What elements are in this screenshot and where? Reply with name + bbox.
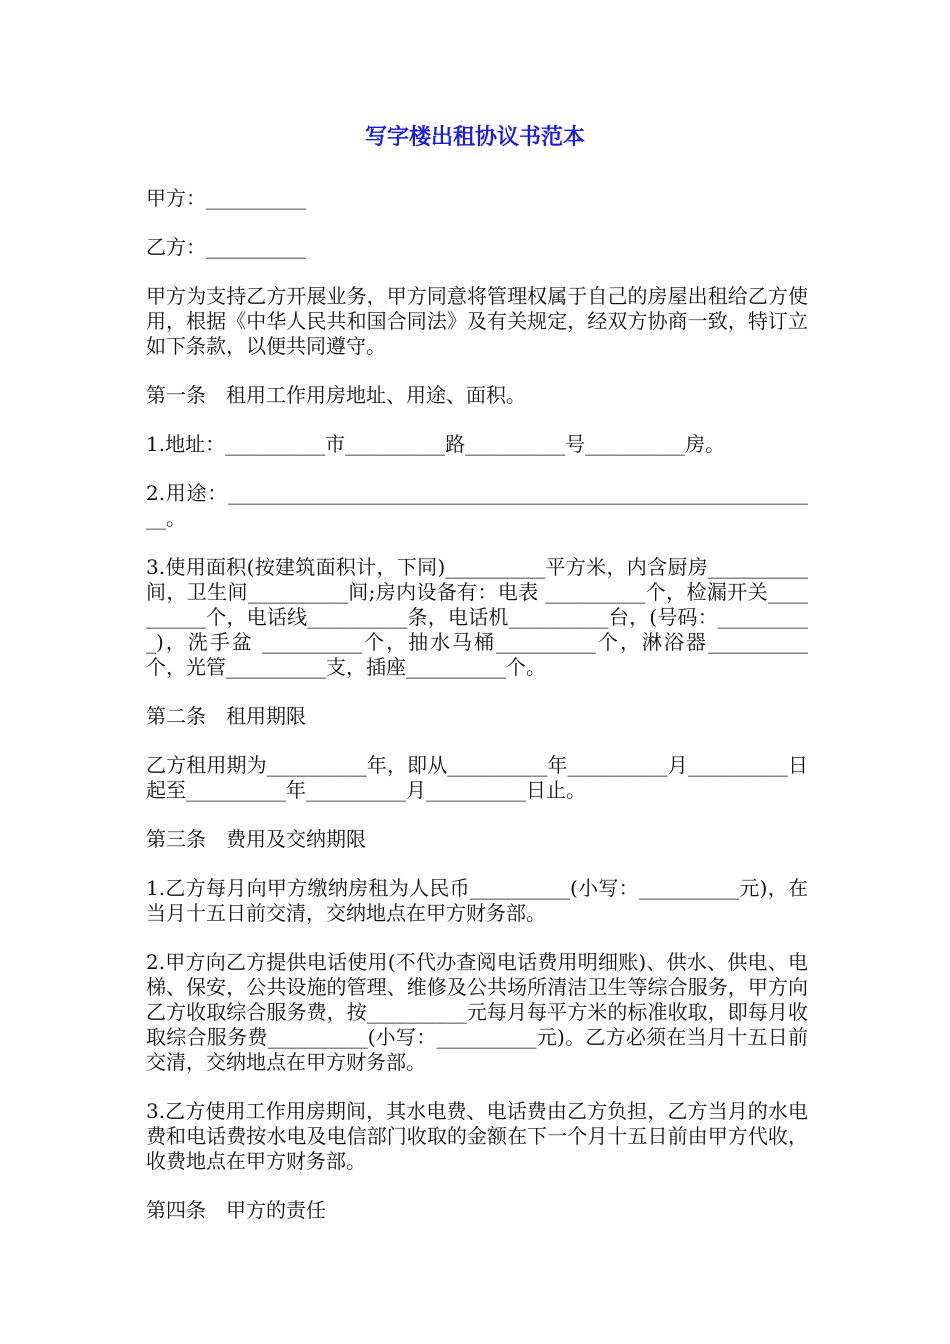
article-1-item-2: 2.用途：____________________________________________________________。 xyxy=(146,481,808,530)
article-3-item-3: 3.乙方使用工作用房期间，其水电费、电话费由乙方负担，乙方当月的水电费和电话费按水电及电信部门收取的金额在下一个月十五日前由甲方代收，收费地点在甲方财务部。 xyxy=(146,1099,808,1173)
article-3-item-1: 1.乙方每月向甲方缴纳房租为人民币__________(小写：__________元)，在当月十五日前交清，交纳地点在甲方财务部。 xyxy=(146,876,808,925)
article-2-body: 乙方租用期为__________年，即从__________年__________月__________日起至__________年__________月__________日止。 xyxy=(146,753,808,802)
article-3-heading: 第三条 费用及交纳期限 xyxy=(146,827,366,851)
article-1-item-1: 1.地址：__________市__________路__________号__________房。 xyxy=(146,432,726,456)
article-1-heading: 第一条 租用工作用房地址、用途、面积。 xyxy=(146,383,526,407)
party-a-line: 甲方：__________ xyxy=(146,186,306,210)
article-3-item-2: 2.甲方向乙方提供电话使用(不代办查阅电话费用明细账)、供水、供电、电梯、保安，公共设施的管理、维修及公共场所清洁卫生等综合服务，甲方向乙方收取综合服务费，按__________元每月每平方米的标准收取，即每月收取综合服务费__________(小写：__________元)。乙方必须在当月十五日前交清，交纳地点在甲方财务部。 xyxy=(146,950,808,1074)
document-title: 写字楼出租协议书范本 xyxy=(364,125,585,150)
preamble-paragraph: 甲方为支持乙方开展业务，甲方同意将管理权属于自己的房屋出租给乙方使用，根据《中华人民共和国合同法》及有关规定，经双方协商一致，特订立如下条款，以便共同遵守。 xyxy=(146,284,808,358)
party-b-line: 乙方：__________ xyxy=(146,235,306,259)
article-2-heading: 第二条 租用期限 xyxy=(146,704,306,728)
document-body xyxy=(146,186,808,1247)
article-4-heading: 第四条 甲方的责任 xyxy=(146,1198,326,1222)
article-1-item-3: 3.使用面积(按建筑面积计，下同)__________平方米，内含厨房__________间，卫生间__________间;房内设备有：电表 __________个，检漏开关__________个，电话线__________条，电话机__________台，(号码：__________)，洗手盆 __________个，抽水马桶__________个，淋浴器__________个，光管__________支，插座__________个。 xyxy=(146,555,808,679)
